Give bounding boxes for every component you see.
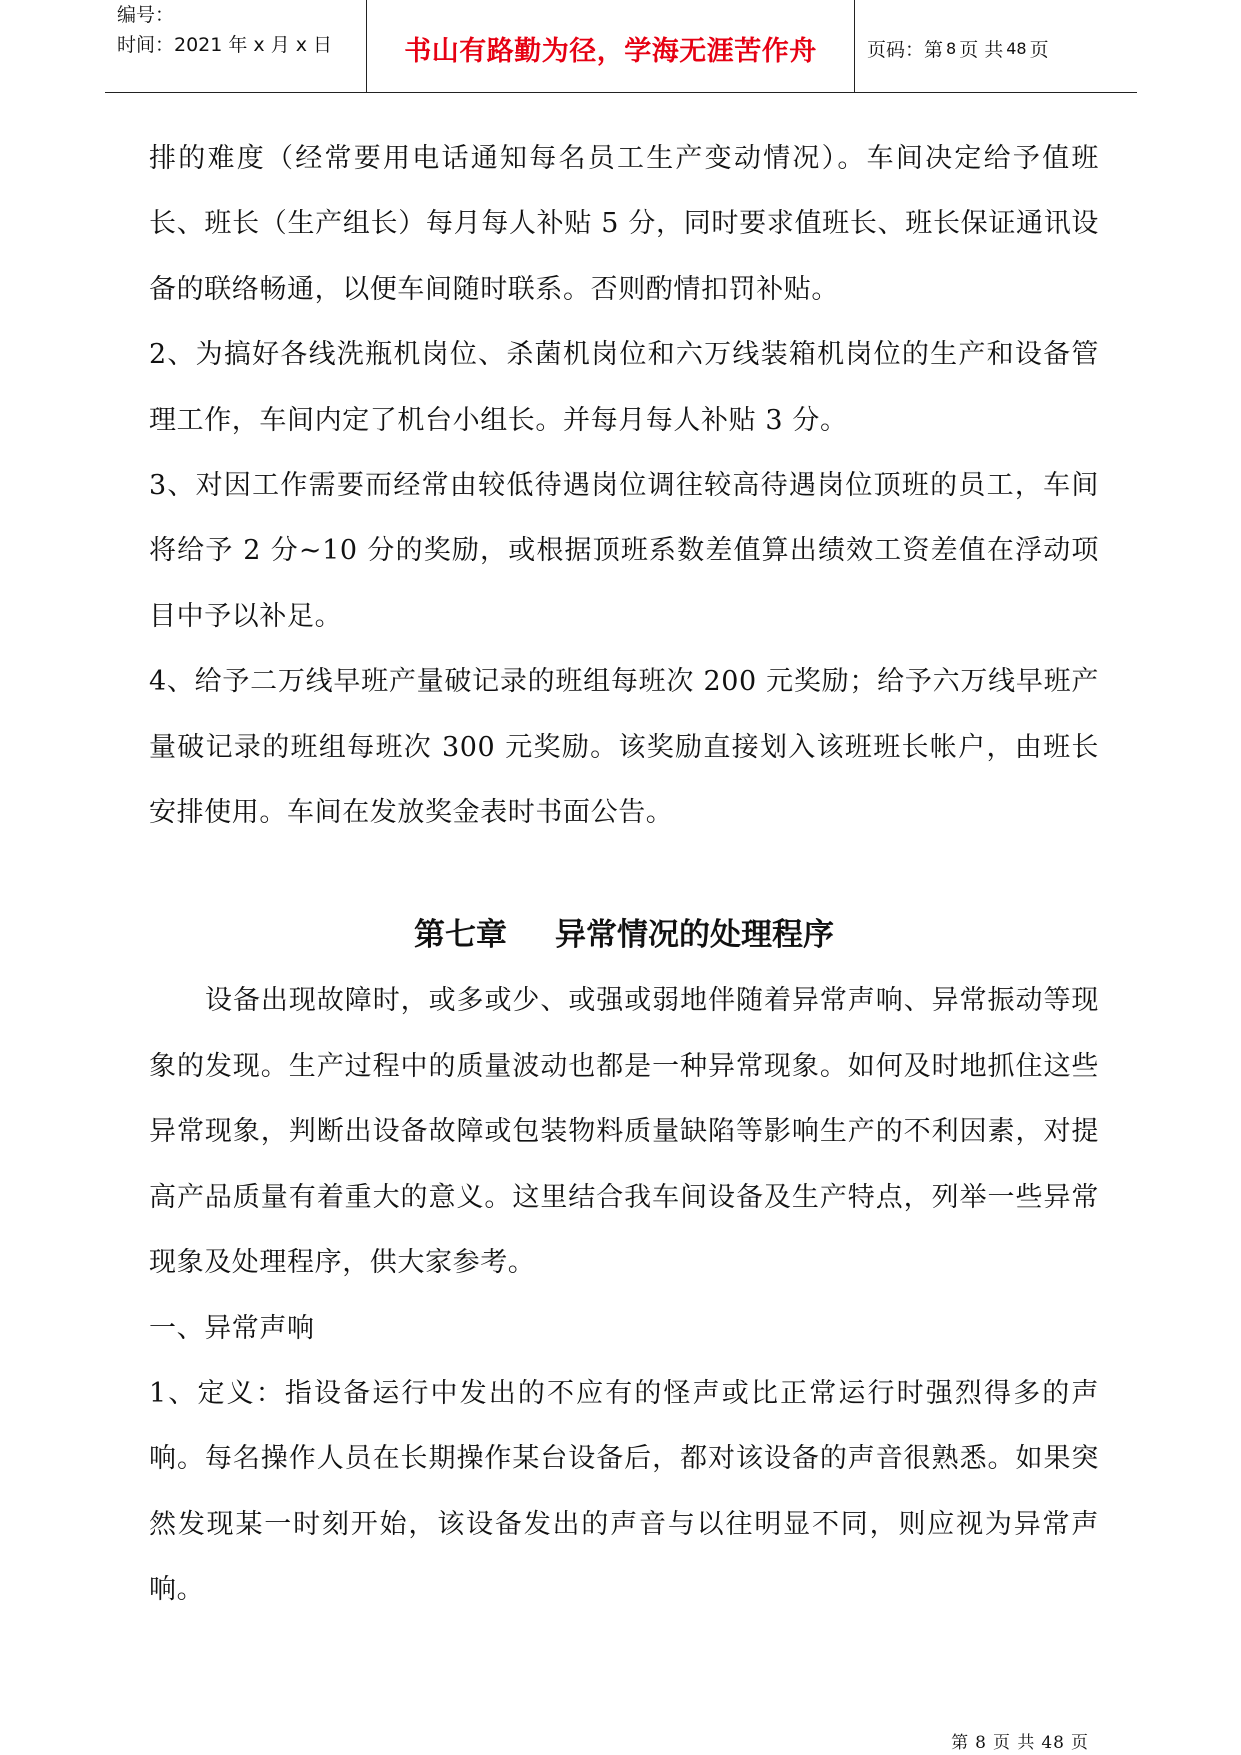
definition-paragraph: 1、定义：指设备运行中发出的不应有的怪声或比正常运行时强烈得多的声响。每名操作人员在长期操作某台设备后，都对该设备的声音很熟悉。如果突然发现某一时刻开始，该设备发出的声音与以往明显不同，则应视为异常声响。 [149,1377,1099,1606]
header-page-number [855,0,1137,92]
page-total: 48 [1006,38,1027,58]
time-label: 时间：2021 年 x 月 x 日 [117,34,333,56]
serial-label: 编号： [117,4,175,26]
chapter-heading [149,902,1099,968]
intro-paragraph: 设备出现故障时，或多或少、或强或弱地伴随着异常声响、异常振动等现象的发现。生产过程中的质量波动也都是一种异常现象。如何及时地抓住这些异常现象，判断出设备故障或包装物料质量缺陷等影响生产的不利因素，对提高产品质量有着重大的意义。这里结合我车间设备及生产特点，列举一些异常现象及处理程序，供大家参考。 [149,985,1099,1279]
paragraph: 2、为搞好各线洗瓶机岗位、杀菌机岗位和六万线装箱机岗位的生产和设备管理工作，车间内定了机台小组长。并每月每人补贴 3 分。 [149,339,1099,436]
paragraph: 排的难度（经常要用电话通知每名员工生产变动情况）。车间决定给予值班长、班长（生产组长）每月每人补贴 5 分，同时要求值班长、班长保证通讯设备的联络畅通，以便车间随时联系。否则酌情扣罚补贴。 [149,143,1099,305]
header-meta [105,0,367,92]
header-motto: 书山有路勤为径，学海无涯苦作舟 [367,0,855,92]
section-heading: 一、异常声响 [149,1312,315,1344]
page-footer [951,1728,1095,1753]
paragraph: 3、对因工作需要而经常由较低待遇岗位调往较高待遇岗位顶班的员工，车间将给予 2 分~10 分的奖励，或根据顶班系数差值算出绩效工资差值在浮动项目中予以补足。 [149,470,1099,632]
footer-page-total: 48 [1041,1733,1065,1753]
footer-page-num: 8 [975,1733,987,1753]
document-body [149,126,1099,1623]
footer-suffix: 页 [1071,1733,1089,1753]
page-suffix: 页 [1029,38,1049,61]
page-num: 8 [946,38,957,58]
chapter-number: 第七章 [414,917,507,954]
page-header [105,0,1137,93]
page-mid: 页 共 [959,38,1004,61]
footer-prefix: 第 [951,1733,970,1753]
footer-mid: 页 共 [992,1733,1036,1753]
paragraph: 4、给予二万线早班产量破记录的班组每班次 200 元奖励；给予六万线早班产量破记录的班组每班次 300 元奖励。该奖励直接划入该班班长帐户，由班长安排使用。车间在发放奖金表时书面公告。 [149,666,1099,829]
page-prefix: 页码：第 [867,38,944,61]
chapter-title: 异常情况的处理程序 [555,917,834,954]
